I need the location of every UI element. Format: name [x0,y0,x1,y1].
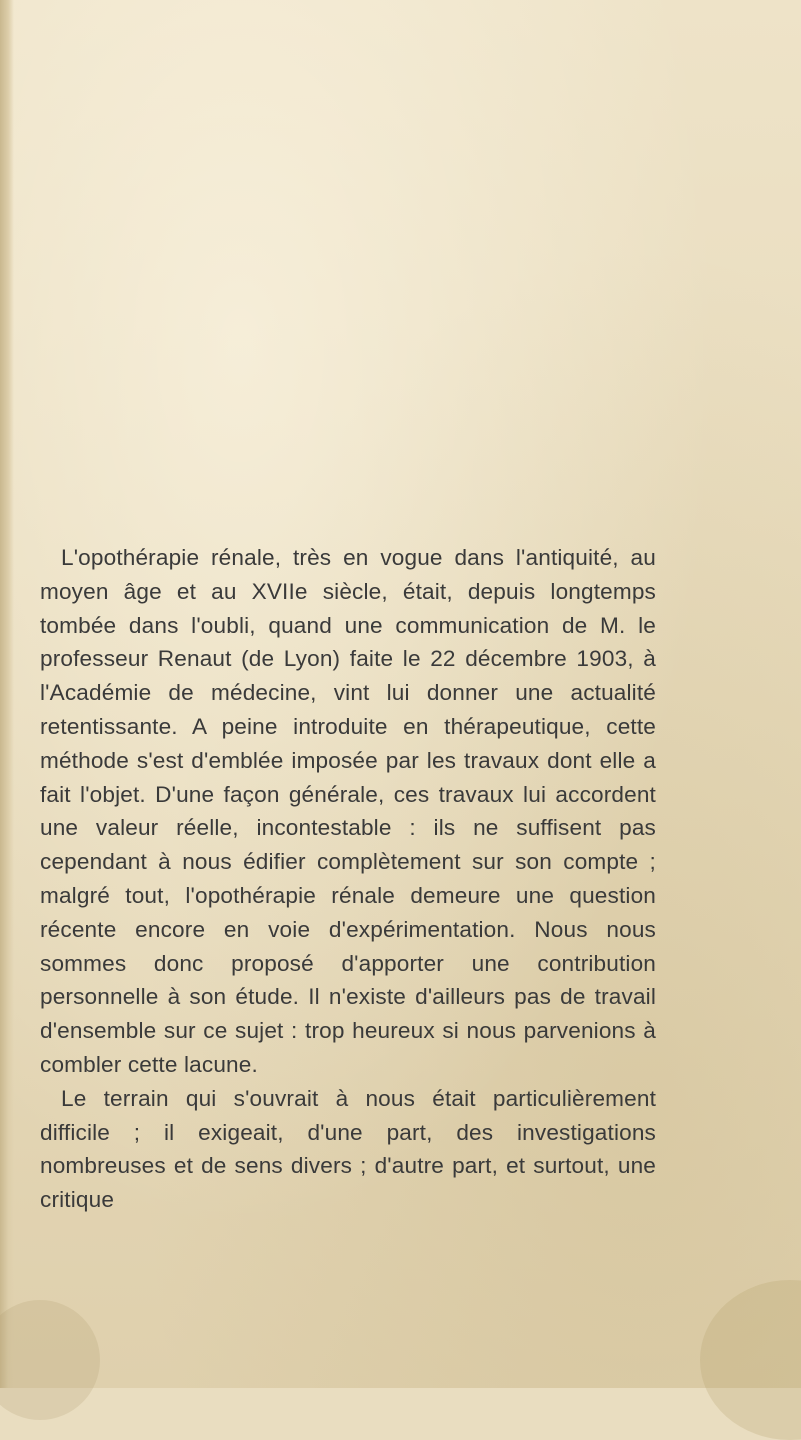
page-binding-edge [0,0,14,1388]
body-text [40,541,656,1217]
paragraph: L'opothérapie rénale, très en vogue dans l'antiquité, au moyen âge et au XVIIe siècle, était, depuis longtemps tombée dans l'oubli, quand une communication de M. le professeur Renaut (de Lyon) faite le 22 décembre 1903, à l'Académie de médecine, vint lui donner une actualité retentissante. A peine introduite en thérapeutique, cette méthode s'est d'emblée imposée par les travaux dont elle a fait l'objet. D'une façon générale, ces travaux lui accordent une valeur réelle, incontestable : ils ne suffisent pas cependant à nous édifier complètement sur son compte ; malgré tout, l'opothérapie rénale demeure une question récente encore en voie d'expérimentation. Nous nous sommes donc proposé d'apporter une contribution personnelle à son étude. Il n'existe d'ailleurs pas de travail d'ensemble sur ce sujet : trop heureux si nous parvenions à combler cette lacune. [40,545,656,1077]
paragraph: Le terrain qui s'ouvrait à nous était particulièrement difficile ; il exigeait, d'une part, des investigations nombreuses et de sens divers ; d'autre part, et surtout, une critique [40,1085,656,1213]
paper-stain [0,1300,100,1420]
paper-stain [700,1280,801,1440]
